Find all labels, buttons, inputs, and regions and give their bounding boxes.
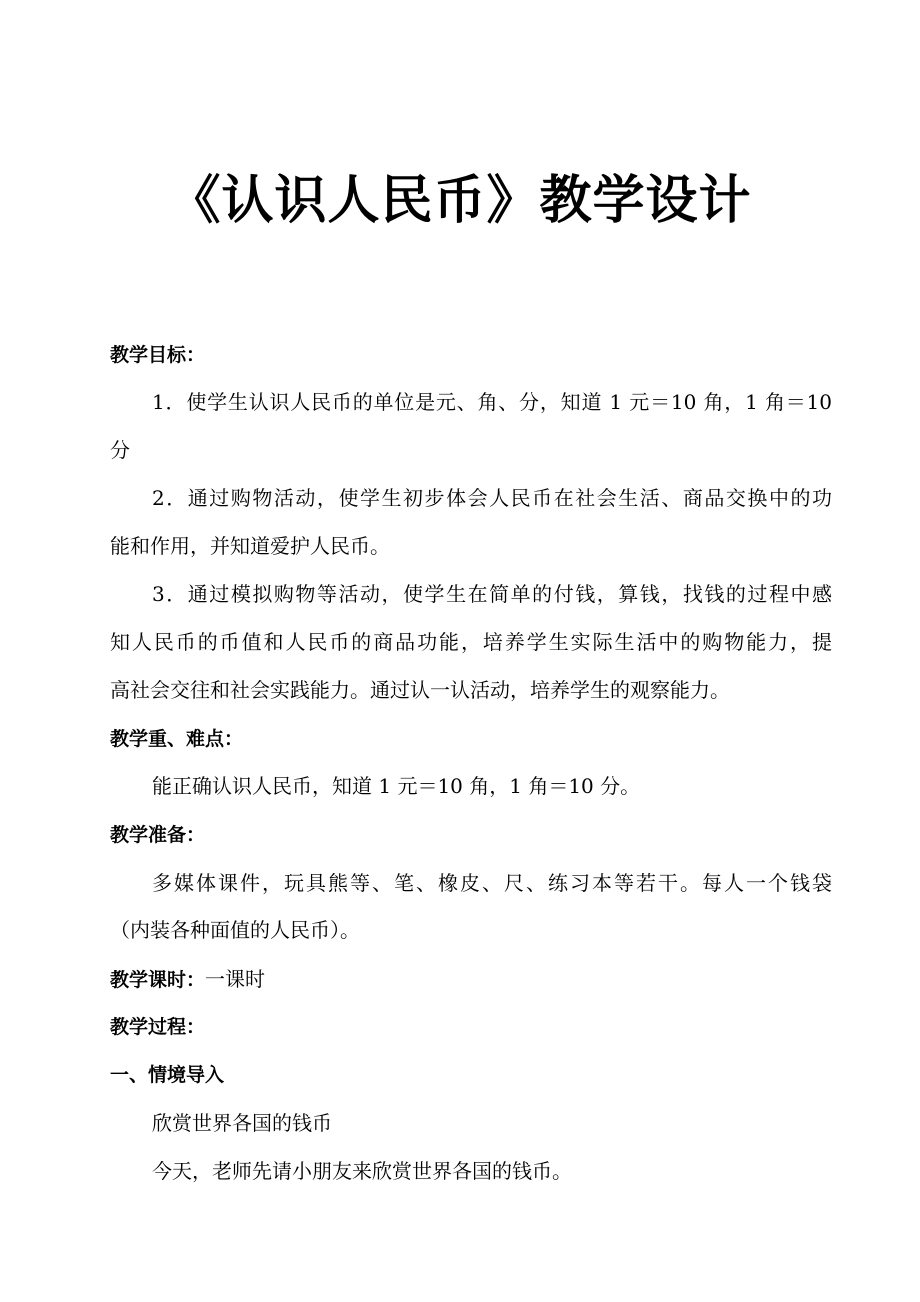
process-heading: 教学过程： (110, 1016, 206, 1038)
objective-1-line-2: 分 (110, 438, 130, 462)
key-points-text: 能正确认识人民币，知道 1 元＝10 角，1 角＝10 分。 (152, 774, 641, 798)
objective-1-line-1: 1．使学生认识人民币的单位是元、角、分，知道 1 元＝10 角，1 角＝10 (152, 390, 832, 414)
section-1-heading: 一、情境导入 (110, 1064, 225, 1086)
objective-3-line-2: 知人民币的币值和人民币的商品功能，培养学生实际生活中的购物能力，提 (110, 630, 832, 654)
objective-2-line-1: 2．通过购物活动，使学生初步体会人民币在社会生活、商品交换中的功 (152, 486, 832, 510)
objective-3-line-3: 高社会交往和社会实践能力。通过认一认活动，培养学生的观察能力。 (110, 678, 730, 702)
section-1-line-1: 欣赏世界各国的钱币 (152, 1111, 332, 1135)
class-hours-heading: 教学课时： (110, 969, 206, 991)
class-hours-row (110, 964, 832, 995)
key-points-heading: 教学重、难点： (110, 728, 244, 750)
objective-3-line-1: 3．通过模拟购物等活动，使学生在简单的付钱，算钱，找钱的过程中感 (152, 582, 832, 606)
section-1-line-2: 今天，老师先请小朋友来欣赏世界各国的钱币。 (152, 1159, 572, 1183)
document-title: 《认识人民币》教学设计 (168, 171, 752, 231)
preparation-line-1: 多媒体课件，玩具熊等、笔、橡皮、尺、练习本等若干。每人一个钱袋 (152, 871, 832, 895)
preparation-line-2: （内装各种面值的人民币）。 (110, 918, 360, 942)
class-hours-value: 一课时 (205, 967, 266, 991)
objectives-heading: 教学目标： (110, 344, 206, 366)
objective-2-line-2: 能和作用，并知道爱护人民币。 (110, 534, 390, 558)
preparation-heading: 教学准备： (110, 824, 206, 846)
